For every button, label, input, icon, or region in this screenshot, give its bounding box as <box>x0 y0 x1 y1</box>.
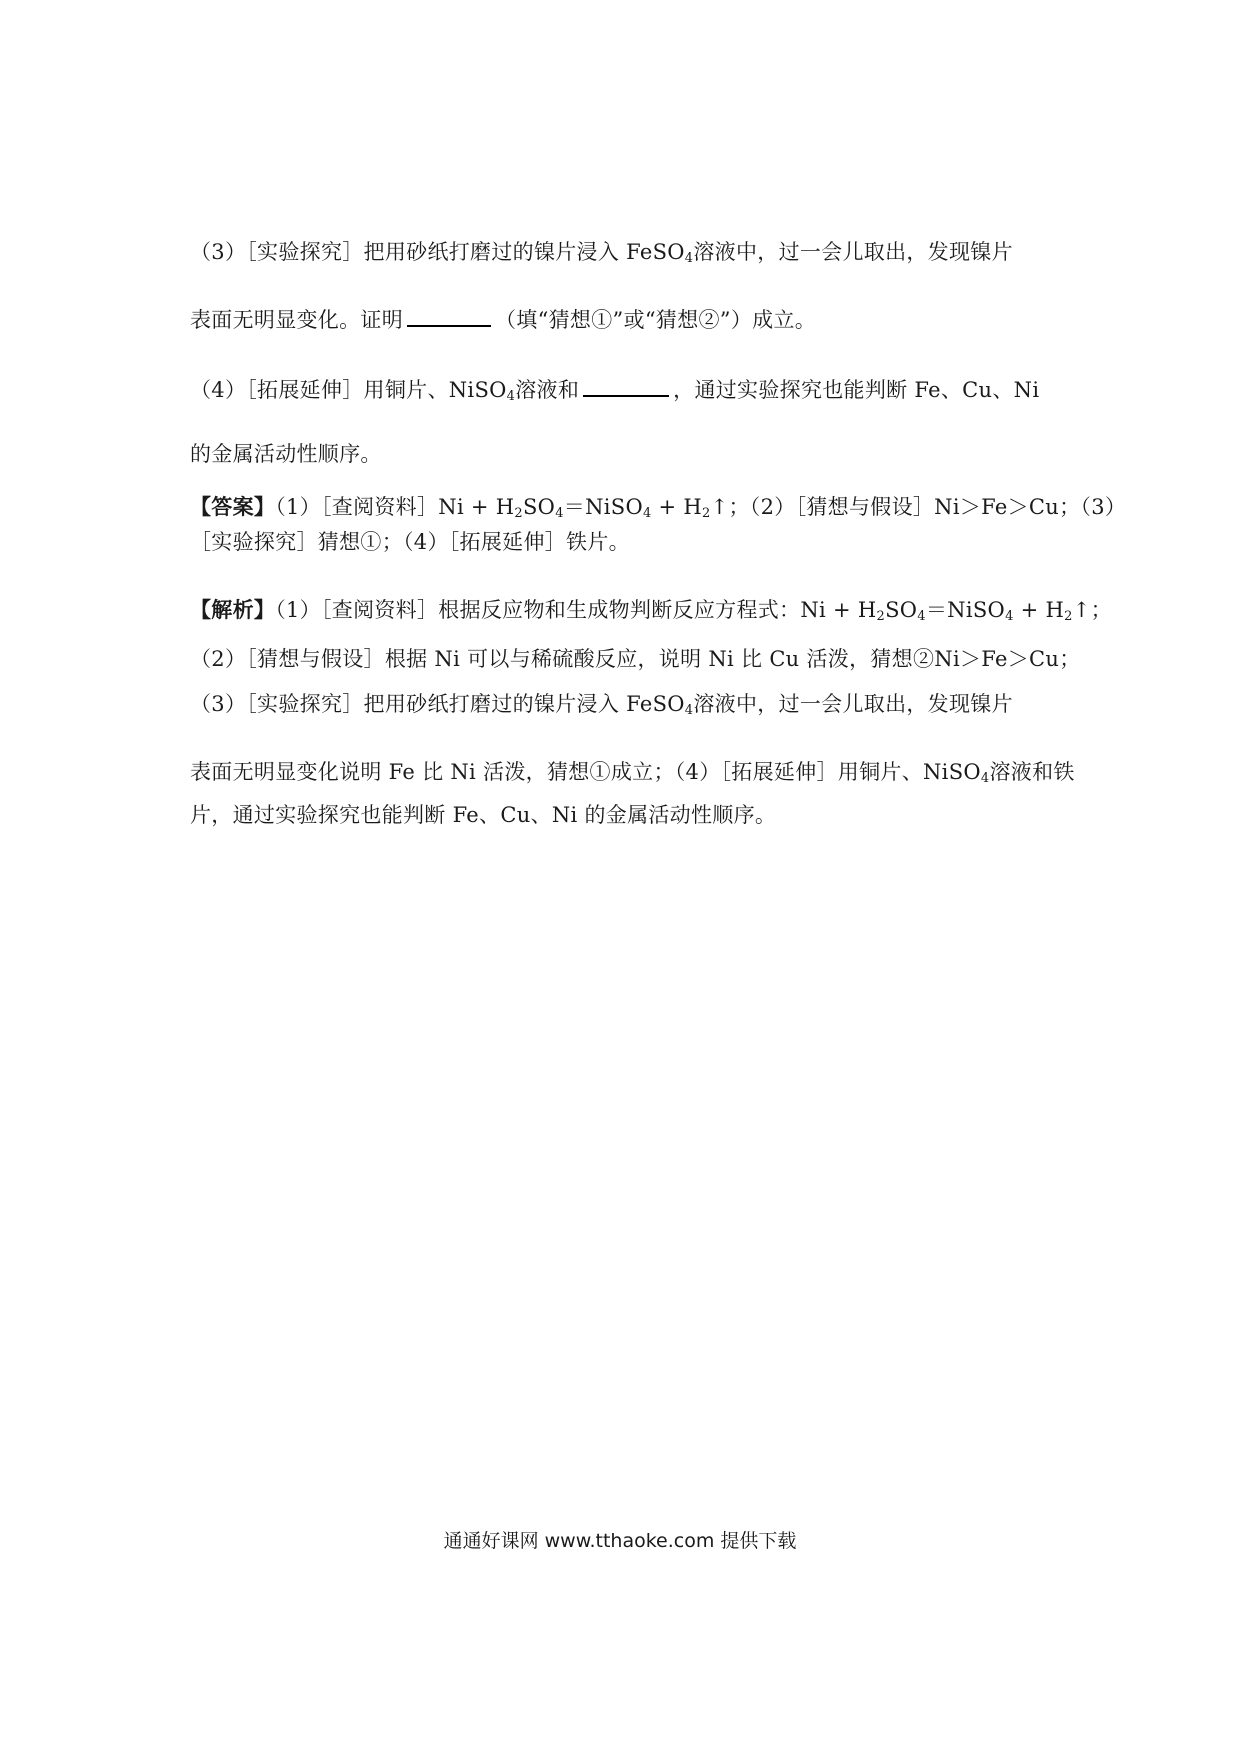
footer-site-name: 通通好课网 <box>443 1530 539 1552</box>
analysis-line-5: 片，通过实验探究也能判断 Fe、Cu、Ni 的金属活动性顺序。 <box>190 803 777 827</box>
q4-line-1: （4）［拓展延伸］用铜片、NiSO$_4$溶液和 ，通过实验探究也能判断 Fe、Cu、Ni <box>190 373 1060 405</box>
q3-line-2: 表面无明显变化。证明 （填“猜想①”或“猜想②”）成立。 <box>190 303 1060 335</box>
answer-blank-1 <box>407 303 491 327</box>
analysis-line-3: （3）［实验探究］把用砂纸打磨过的镍片浸入 FeSO$_4$溶液中，过一会儿取出，发现镍片 <box>190 692 1013 718</box>
analysis-line-2: （2）［猜想与假设］根据 Ni 可以与稀硫酸反应，说明 Ni 比 Cu 活泼，猜想②Ni＞Fe＞Cu； <box>190 647 1081 671</box>
q4-line-2: 的金属活动性顺序。 <box>190 442 382 466</box>
analysis-line-4: 表面无明显变化说明 Fe 比 Ni 活泼，猜想①成立；（4）［拓展延伸］用铜片、NiSO$_4$溶液和铁 <box>190 760 1075 786</box>
footer-action: 提供下载 <box>720 1530 797 1552</box>
analysis-line-1: 【解析】（1）［查阅资料］根据反应物和生成物判断反应方程式：$Ni + H_2SO_4=NiSO_4$ + $H_2↑$； <box>190 597 1112 624</box>
answer-blank-2 <box>583 373 669 397</box>
footer-url[interactable]: www.tthaoke.com <box>544 1530 715 1552</box>
page-footer <box>0 1527 1240 1555</box>
q3-line-1: （3）［实验探究］把用砂纸打磨过的镍片浸入 FeSO$_4$溶液中，过一会儿取出，发现镍片 <box>190 240 1013 266</box>
answer-line-2: ［实验探究］猜想①；（4）［拓展延伸］铁片。 <box>190 530 630 554</box>
answer-label: 【答案】 <box>190 494 276 519</box>
answer-line-1: 【答案】（1）［查阅资料］Ni + $H_2SO_4=NiSO_4$ + $H_2↑$；（2）［猜想与假设］Ni＞Fe＞Cu；（3） <box>190 494 1127 521</box>
analysis-label: 【解析】 <box>190 597 276 622</box>
